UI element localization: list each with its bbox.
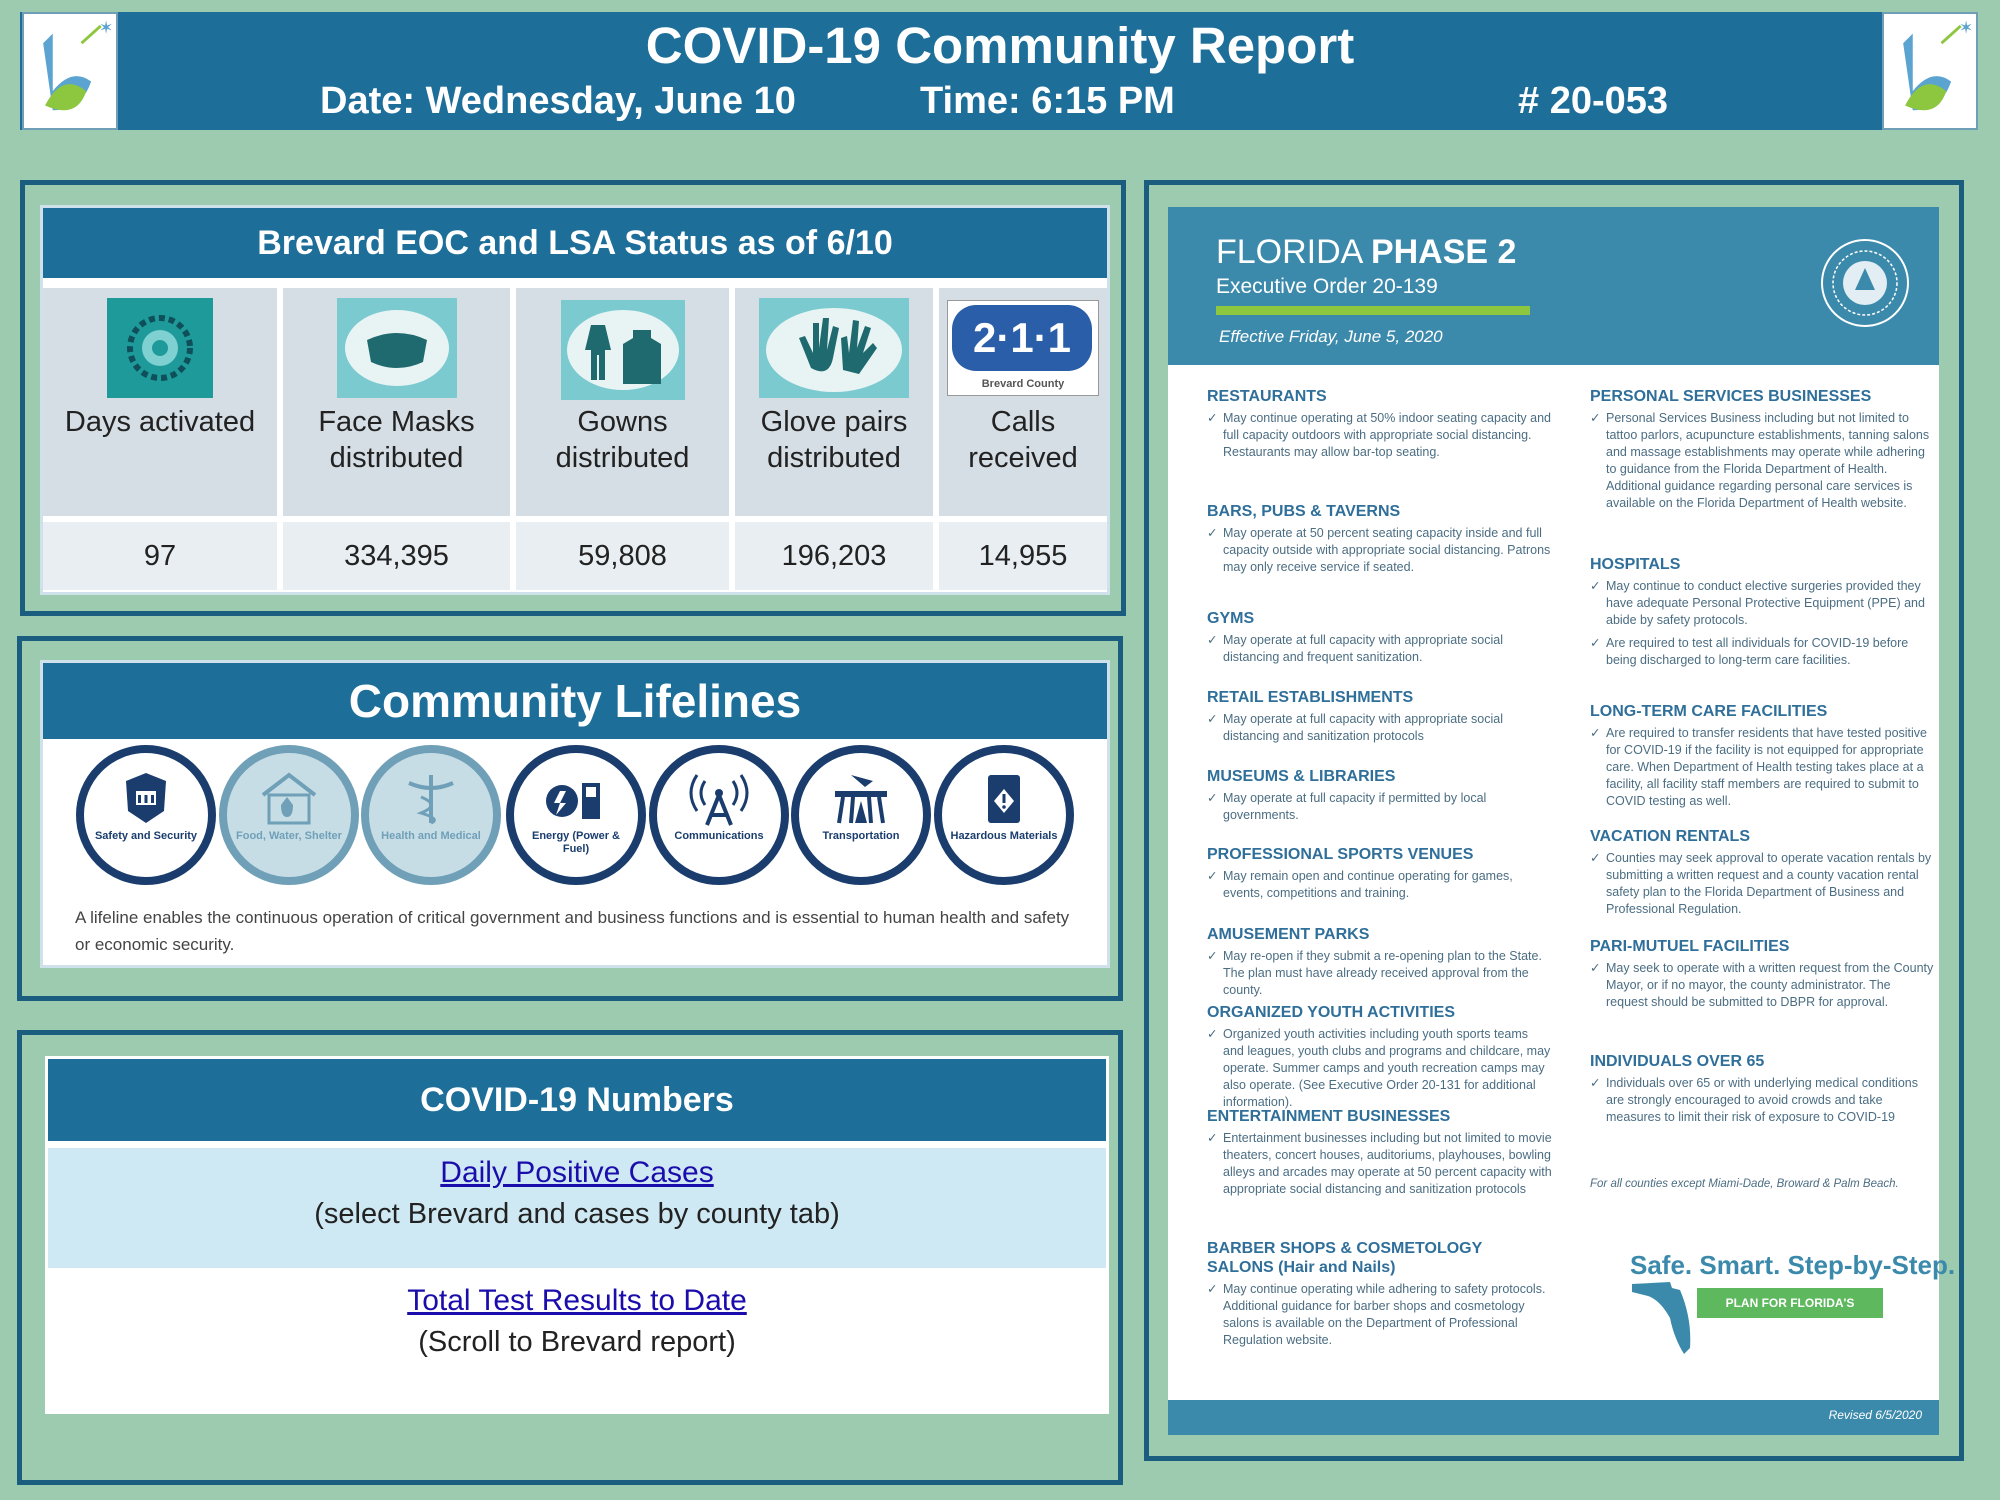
phase2-county-note: For all counties except Miami-Dade, Broward & Palm Beach.: [1590, 1178, 1899, 1190]
phase2-section: [1207, 1003, 1552, 1117]
phase2-section-text: ✓ May re-open if they submit a re-opening plan to the State. The plan must have already received approval from the county.: [1207, 948, 1552, 999]
phase2-section-text: ✓ May seek to operate with a written request from the County Mayor, or if no mayor, the county administrator. The request should be submitted to DBPR for approval.: [1590, 960, 1935, 1011]
gloves-icon: [759, 298, 909, 398]
phase2-section-heading: VACATION RENTALS: [1590, 828, 1750, 845]
virus-icon: [107, 298, 213, 398]
phase2-section-text: ✓ May continue operating at 50% indoor seating capacity and full capacity outdoors with appropriate social distancing. Restaurants may allow bar-top seating.: [1207, 410, 1552, 461]
svg-text:✶: ✶: [1958, 17, 1974, 38]
phase2-section: [1590, 827, 1935, 924]
report-number: # 20-053: [1518, 80, 1669, 122]
lifelines-note: A lifeline enables the continuous operation of critical government and business functions and is essential to human health and safety or economic security.: [75, 908, 1070, 954]
phase2-revised-date: Revised 6/5/2020: [1828, 1408, 1922, 1422]
phase2-accent-bar: [1216, 306, 1530, 315]
phase2-plan-badge: PLAN FOR FLORIDA'S RECOVERY: [1697, 1288, 1883, 1318]
lifeline-label: Hazardous Materials: [950, 830, 1058, 842]
phase2-section: [1590, 1052, 1935, 1132]
status-value-masks: 334,395: [283, 522, 510, 590]
status-label: Glove pairs distributed: [760, 406, 908, 474]
phase2-section-heading: AMUSEMENT PARKS: [1207, 926, 1370, 943]
status-label: Face Masks distributed: [318, 406, 475, 474]
phase2-section-text: ✓ Are required to test all individuals for COVID-19 before being discharged to long-term care facilities.: [1590, 635, 1935, 669]
phase2-section-heading: GYMS: [1207, 610, 1255, 627]
phase2-section-heading: PERSONAL SERVICES BUSINESSES: [1590, 388, 1872, 405]
phase2-section-heading: RESTAURANTS: [1207, 388, 1327, 405]
lifeline-transportation: [790, 744, 932, 886]
phase2-section-heading: INDIVIDUALS OVER 65: [1590, 1053, 1765, 1070]
phase2-section-heading: PARI-MUTUEL FACILITIES: [1590, 938, 1790, 955]
phase2-effective-date: Effective Friday, June 5, 2020: [1219, 327, 1443, 346]
phase2-section: [1207, 688, 1552, 751]
phase2-section-text: ✓ May operate at full capacity with appropriate social distancing and frequent sanitization.: [1207, 632, 1552, 666]
status-column-gowns: [516, 288, 729, 516]
phase2-section-text: ✓ May remain open and continue operating for games, events, competitions and training.: [1207, 868, 1552, 902]
phase2-section: [1207, 767, 1552, 830]
hazmat-drum-icon: [988, 775, 1020, 823]
phase2-title: FLORIDA PHASE 2: [1216, 233, 1517, 271]
phase2-section: [1590, 702, 1935, 816]
status-value-calls: 14,955: [939, 522, 1107, 590]
report-time: Time: 6:15 PM: [920, 80, 1175, 122]
phase2-section-heading: RETAIL ESTABLISHMENTS: [1207, 689, 1414, 706]
phase2-section: [1207, 845, 1552, 908]
phase2-section-text: ✓ Personal Services Business including but not limited to tattoo parlors, acupuncture establishments, tanning salons and massage establishments may operate while adhering to guidance from the Florida Department of Health. Additional guidance regarding personal care services is available on the Florida Department of Health website.: [1590, 410, 1935, 512]
phase2-section-text: ✓ May operate at full capacity if permitted by local governments.: [1207, 790, 1552, 824]
phase2-section-text: ✓ Are required to transfer residents that have tested positive for COVID-19 if the facility is not equipped for appropriate care. When Department of Health testing takes place at a facility, all facility staff members are required to submit to COVID testing as well.: [1590, 725, 1935, 810]
phase2-section: [1590, 555, 1935, 675]
phase2-section-heading: HOSPITALS: [1590, 556, 1681, 573]
lifeline-safety-and-security: [75, 744, 217, 886]
report-title: COVID-19 Community Report: [645, 17, 1355, 74]
lifeline-energy-power-fuel: [505, 744, 647, 886]
status-label: Days activated: [64, 406, 256, 438]
phase2-section: [1590, 937, 1935, 1017]
status-value-days: 97: [43, 522, 277, 590]
phase2-slogan: Safe. Smart. Step-by-Step.: [1630, 1250, 1956, 1280]
phase2-section-heading: PROFESSIONAL SPORTS VENUES: [1207, 846, 1474, 863]
phase2-section-text: ✓ May operate at full capacity with appropriate social distancing and sanitization protocols: [1207, 711, 1552, 745]
lifeline-label: Transportation: [822, 830, 900, 842]
status-column-days: [43, 288, 277, 516]
svg-text:✶: ✶: [98, 17, 114, 38]
status-value-gloves: 196,203: [735, 522, 933, 590]
phase2-section: [1590, 387, 1935, 518]
phase2-section-heading: MUSEUMS & LIBRARIES: [1207, 768, 1396, 785]
lifeline-label: Food, Water, Shelter: [236, 830, 342, 842]
phase2-section: [1207, 609, 1552, 672]
daily-positive-cases-link[interactable]: Daily Positive Cases: [440, 1156, 714, 1189]
phase2-section: [1207, 502, 1552, 582]
phase2-section-heading: LONG-TERM CARE FACILITIES: [1590, 703, 1828, 720]
test-results-instruction: (Scroll to Brevard report): [418, 1326, 736, 1358]
face-mask-icon: [337, 298, 457, 398]
lifeline-label: Communications: [674, 830, 764, 842]
phase2-section-text: ✓ Individuals over 65 or with underlying medical conditions are strongly encouraged to avoid crowds and take measures to limit their risk of exposure to COVID-19: [1590, 1075, 1935, 1126]
florida-map-icon: [1630, 1278, 1700, 1358]
phase2-section: [1207, 925, 1552, 1005]
florida-seal-icon: [1820, 238, 1910, 328]
211-icon: 2·1·1 Brevard County: [947, 300, 1099, 396]
phase2-section: [1207, 1239, 1552, 1355]
status-column-gloves: [735, 288, 933, 516]
gown-icon: [561, 300, 685, 400]
phase2-section-text: ✓ Entertainment businesses including but not limited to movie theaters, concert houses, auditoriums, playhouses, bowling alleys and arcades may operate at 50 percent capacity with appropriate social distancing and sanitization protocols: [1207, 1130, 1552, 1198]
phase2-section-text: ✓ May operate at 50 percent seating capacity inside and full capacity outside with appropriate social distancing. Patrons may only receive service if seated.: [1207, 525, 1552, 576]
phase2-section: [1207, 387, 1552, 467]
lifeline-hazardous-materials: [933, 744, 1075, 886]
phase2-section-heading: ENTERTAINMENT BUSINESSES: [1207, 1108, 1451, 1125]
phase2-section-heading: BARBER SHOPS & COSMETOLOGY SALONS (Hair and Nails): [1207, 1240, 1482, 1276]
status-value-gowns: 59,808: [516, 522, 729, 590]
report-date: Date: Wednesday, June 10: [320, 80, 796, 122]
phase2-subtitle: Executive Order 20-139: [1216, 275, 1438, 298]
phase2-section-text: ✓ May continue operating while adhering to safety protocols. Additional guidance for barber shops and cosmetology salons is available on the Department of Professional Regulation website.: [1207, 1281, 1552, 1349]
lifeline-label: Safety and Security: [94, 830, 198, 842]
phase2-section-text: ✓ Counties may seek approval to operate vacation rentals by submitting a written request and a county vacation rental safety plan to the Florida Department of Business and Professional Regulation.: [1590, 850, 1935, 918]
total-test-results-link[interactable]: Total Test Results to Date: [407, 1284, 747, 1317]
phase2-section-heading: BARS, PUBS & TAVERNS: [1207, 503, 1401, 520]
lifelines-heading: Community Lifelines: [43, 663, 1107, 739]
lifeline-communications: [648, 744, 790, 886]
daily-cases-instruction: (select Brevard and cases by county tab): [314, 1198, 840, 1230]
status-column-masks: [283, 288, 510, 516]
phase2-section: [1207, 1107, 1552, 1204]
status-label: Calls received: [968, 406, 1078, 474]
covid-numbers-heading: COVID-19 Numbers: [48, 1059, 1106, 1141]
status-label: Gowns distributed: [555, 406, 690, 474]
status-column-calls: [939, 288, 1107, 516]
phase2-section-text: ✓ May continue to conduct elective surgeries provided they have adequate Personal Protective Equipment (PPE) and abide by safety protocols.: [1590, 578, 1935, 629]
status-heading: Brevard EOC and LSA Status as of 6/10: [43, 208, 1107, 278]
lifeline-health-and-medical: [360, 744, 502, 886]
lifeline-food-water-shelter: [218, 744, 360, 886]
lifeline-label: Energy (Power & Fuel): [531, 830, 621, 855]
phase2-section-heading: ORGANIZED YOUTH ACTIVITIES: [1207, 1004, 1456, 1021]
lifeline-label: Health and Medical: [381, 830, 481, 842]
phase2-section-text: ✓ Organized youth activities including youth sports teams and leagues, youth clubs and programs and childcare, may operate. Summer camps and youth recreation camps may also operate. (See Executive Order 20-131 for additional information).: [1207, 1026, 1552, 1111]
